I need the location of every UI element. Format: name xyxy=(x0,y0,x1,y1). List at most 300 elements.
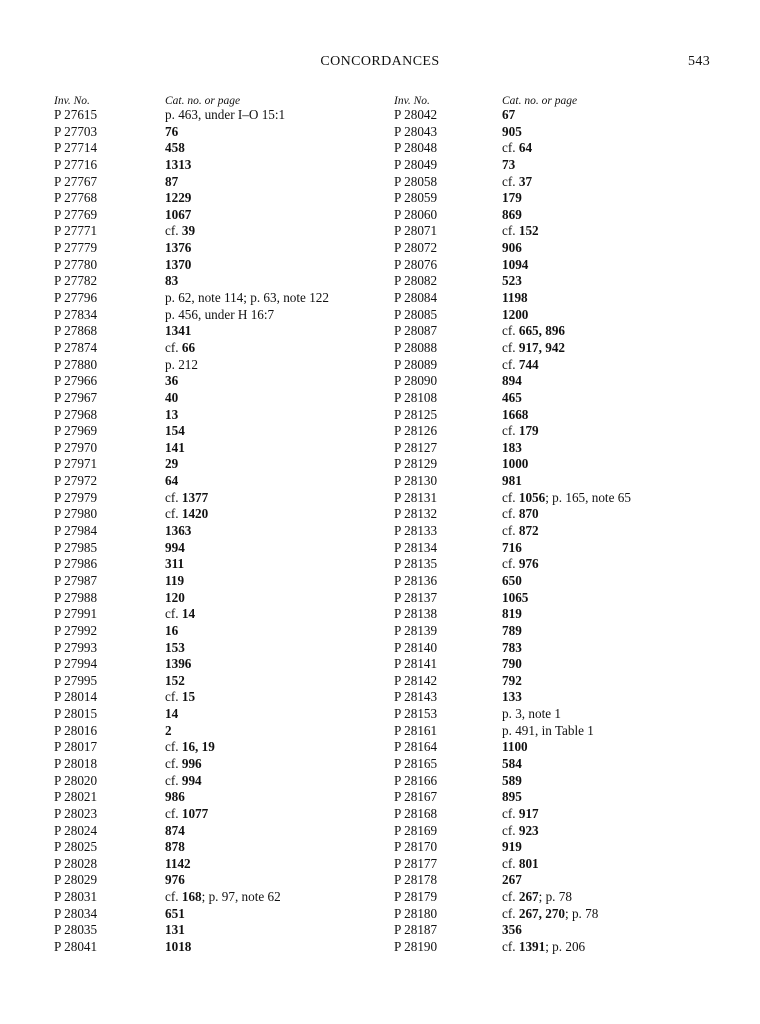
catalogue-number: 1370 xyxy=(165,256,192,272)
catalogue-number: 87 xyxy=(165,173,179,189)
inventory-number: P 28015 xyxy=(54,706,98,722)
catalogue-reference xyxy=(502,723,594,740)
catalogue-number: 1067 xyxy=(165,206,192,222)
catalogue-number: 153 xyxy=(165,639,185,655)
inventory-number: P 28059 xyxy=(394,190,438,206)
table-row xyxy=(54,140,384,157)
catalogue-reference xyxy=(502,789,522,806)
catalogue-reference xyxy=(165,207,191,224)
catalogue-number: 152 xyxy=(165,672,185,688)
inventory-number: P 28132 xyxy=(394,506,438,522)
table-row xyxy=(394,789,714,806)
table-row xyxy=(394,107,714,124)
catalogue-number: 994 xyxy=(181,772,202,788)
table-row xyxy=(394,124,714,141)
reference-text: cf. xyxy=(502,489,519,505)
inventory-number: P 27968 xyxy=(54,406,98,422)
left-column-header xyxy=(54,90,384,107)
catalogue-reference xyxy=(165,140,185,157)
inventory-number: P 27987 xyxy=(54,572,98,588)
catalogue-reference xyxy=(165,456,178,473)
catalogue-number: 819 xyxy=(502,606,522,622)
catalogue-number: 64 xyxy=(165,473,179,489)
reference-text: p. 3, note 1 xyxy=(502,706,561,722)
inventory-number: P 27796 xyxy=(54,290,98,306)
catalogue-reference xyxy=(165,223,195,240)
catalogue-number: 917, 942 xyxy=(518,339,565,355)
reference-text: cf. xyxy=(165,772,182,788)
inventory-number: P 27992 xyxy=(54,622,98,638)
catalogue-reference xyxy=(165,872,185,889)
reference-text: cf. xyxy=(502,905,519,921)
table-row xyxy=(54,107,384,124)
table-row xyxy=(394,323,714,340)
inventory-number: P 27988 xyxy=(54,589,98,605)
page-title: CONCORDANCES xyxy=(320,54,440,69)
table-row xyxy=(54,706,384,723)
cat-no-header: Cat. no. or page xyxy=(502,95,578,107)
catalogue-number: 67 xyxy=(502,107,516,122)
catalogue-reference xyxy=(165,390,178,407)
inventory-number: P 28090 xyxy=(394,373,438,389)
table-row xyxy=(54,506,384,523)
reference-text: cf. xyxy=(502,323,519,339)
catalogue-number: 1077 xyxy=(181,805,209,821)
table-row xyxy=(394,756,714,773)
inventory-number: P 28082 xyxy=(394,273,438,289)
reference-text: p. 62, note 114; p. 63, note 122 xyxy=(165,290,329,306)
catalogue-reference xyxy=(502,889,572,906)
inventory-number: P 28170 xyxy=(394,839,438,855)
catalogue-number: 1420 xyxy=(181,506,209,522)
table-row xyxy=(394,706,714,723)
table-row xyxy=(394,307,714,324)
inventory-number: P 28031 xyxy=(54,889,98,905)
catalogue-reference xyxy=(502,839,522,856)
catalogue-number: 267 xyxy=(518,889,539,905)
right-column xyxy=(394,90,714,956)
reference-text: ; p. 97, note 62 xyxy=(201,889,281,905)
inventory-number: P 28141 xyxy=(394,656,438,672)
inventory-number: P 28142 xyxy=(394,672,438,688)
table-row xyxy=(394,856,714,873)
catalogue-number: 311 xyxy=(165,556,185,572)
table-row xyxy=(394,556,714,573)
table-row xyxy=(394,490,714,507)
catalogue-number: 356 xyxy=(502,922,522,938)
inventory-number: P 27716 xyxy=(54,156,98,172)
reference-text: cf. xyxy=(165,489,182,505)
catalogue-reference xyxy=(165,290,329,307)
inventory-number: P 28126 xyxy=(394,423,438,439)
catalogue-number: 1142 xyxy=(165,855,191,871)
catalogue-number: 584 xyxy=(502,755,522,771)
table-row xyxy=(394,906,714,923)
table-row xyxy=(54,157,384,174)
catalogue-reference xyxy=(502,872,522,889)
catalogue-number: 1313 xyxy=(165,156,192,172)
catalogue-number: 523 xyxy=(502,273,522,289)
catalogue-number: 1376 xyxy=(165,240,192,256)
catalogue-reference xyxy=(502,323,565,340)
catalogue-reference xyxy=(502,357,539,374)
catalogue-reference xyxy=(502,490,631,507)
table-row xyxy=(54,573,384,590)
catalogue-reference xyxy=(165,373,178,390)
reference-text: cf. xyxy=(502,855,519,871)
catalogue-number: 76 xyxy=(165,123,179,139)
catalogue-number: 39 xyxy=(181,223,196,239)
inventory-number: P 28049 xyxy=(394,156,438,172)
catalogue-number: 40 xyxy=(165,389,179,405)
reference-text: cf. xyxy=(502,822,519,838)
catalogue-reference xyxy=(165,506,208,523)
reference-text: cf. xyxy=(502,939,519,955)
inventory-number: P 28058 xyxy=(394,173,438,189)
catalogue-reference xyxy=(165,739,215,756)
catalogue-number: 36 xyxy=(165,373,179,389)
inventory-number: P 27993 xyxy=(54,639,98,655)
table-row xyxy=(394,656,714,673)
catalogue-reference xyxy=(502,656,522,673)
inventory-number: P 28143 xyxy=(394,689,438,705)
catalogue-reference xyxy=(502,590,528,607)
inventory-number: P 27874 xyxy=(54,339,98,355)
catalogue-number: 1200 xyxy=(502,306,529,322)
catalogue-number: 133 xyxy=(502,689,522,705)
inventory-number: P 27980 xyxy=(54,506,98,522)
catalogue-number: 64 xyxy=(518,140,533,156)
catalogue-number: 716 xyxy=(502,539,522,555)
catalogue-reference xyxy=(165,856,191,873)
catalogue-number: 665, 896 xyxy=(518,323,565,339)
inventory-number: P 28071 xyxy=(394,223,438,239)
table-row xyxy=(394,357,714,374)
inventory-number: P 28025 xyxy=(54,839,98,855)
reference-text: ; p. 165, note 65 xyxy=(545,489,631,505)
catalogue-number: 923 xyxy=(518,822,539,838)
inventory-number: P 28133 xyxy=(394,523,438,539)
table-row xyxy=(394,190,714,207)
catalogue-reference xyxy=(502,290,528,307)
inventory-number: P 28043 xyxy=(394,123,438,139)
catalogue-number: 994 xyxy=(165,539,185,555)
catalogue-number: 83 xyxy=(165,273,179,289)
catalogue-reference xyxy=(502,273,522,290)
catalogue-number: 16 xyxy=(165,622,179,638)
table-row xyxy=(54,556,384,573)
catalogue-number: 878 xyxy=(165,839,185,855)
table-row xyxy=(394,140,714,157)
reference-text: p. 463, under I–O 15:1 xyxy=(165,107,286,122)
catalogue-number: 16, 19 xyxy=(181,739,215,755)
inventory-number: P 28166 xyxy=(394,772,438,788)
catalogue-number: 458 xyxy=(165,140,185,156)
catalogue-reference xyxy=(165,723,172,740)
inventory-number: P 28018 xyxy=(54,755,98,771)
inventory-number: P 27780 xyxy=(54,256,98,272)
inventory-number: P 28060 xyxy=(394,206,438,222)
catalogue-number: 37 xyxy=(518,173,533,189)
reference-text: cf. xyxy=(165,606,182,622)
reference-text: cf. xyxy=(165,689,182,705)
catalogue-reference xyxy=(502,640,522,657)
catalogue-number: 744 xyxy=(518,356,539,372)
table-row xyxy=(54,407,384,424)
catalogue-reference xyxy=(165,673,185,690)
table-row xyxy=(54,456,384,473)
table-row xyxy=(54,906,384,923)
table-row xyxy=(54,889,384,906)
catalogue-reference xyxy=(502,307,528,324)
catalogue-reference xyxy=(502,756,522,773)
inventory-number: P 28014 xyxy=(54,689,98,705)
catalogue-number: 14 xyxy=(165,706,179,722)
inventory-number: P 28168 xyxy=(394,805,438,821)
catalogue-reference xyxy=(502,523,539,540)
catalogue-reference xyxy=(502,573,522,590)
table-row xyxy=(54,390,384,407)
catalogue-reference xyxy=(165,124,178,141)
catalogue-reference xyxy=(165,423,185,440)
catalogue-reference xyxy=(165,773,202,790)
table-row xyxy=(54,540,384,557)
table-row xyxy=(54,590,384,607)
table-row xyxy=(394,207,714,224)
reference-text: cf. xyxy=(502,556,519,572)
inv-no-header: Inv. No. xyxy=(394,95,430,107)
catalogue-reference xyxy=(165,490,208,507)
table-row xyxy=(394,590,714,607)
inventory-number: P 28135 xyxy=(394,556,438,572)
reference-text: ; p. 78 xyxy=(565,905,599,921)
table-row xyxy=(54,490,384,507)
reference-text: cf. xyxy=(165,506,182,522)
inventory-number: P 28167 xyxy=(394,789,438,805)
catalogue-number: 870 xyxy=(518,506,539,522)
inventory-number: P 28137 xyxy=(394,589,438,605)
table-row xyxy=(394,839,714,856)
catalogue-number: 131 xyxy=(165,922,185,938)
catalogue-number: 1391 xyxy=(518,939,546,955)
table-row xyxy=(394,623,714,640)
table-row xyxy=(394,440,714,457)
table-row xyxy=(394,340,714,357)
inventory-number: P 28035 xyxy=(54,922,98,938)
inventory-number: P 27782 xyxy=(54,273,98,289)
inventory-number: P 28138 xyxy=(394,606,438,622)
right-column-header xyxy=(394,90,714,107)
catalogue-reference xyxy=(165,689,195,706)
catalogue-reference xyxy=(502,223,539,240)
catalogue-number: 1000 xyxy=(502,456,529,472)
table-row xyxy=(394,939,714,956)
catalogue-number: 13 xyxy=(165,406,179,422)
inventory-number: P 27971 xyxy=(54,456,98,472)
inventory-number: P 28088 xyxy=(394,339,438,355)
inventory-number: P 28028 xyxy=(54,855,98,871)
table-row xyxy=(54,323,384,340)
inventory-number: P 28164 xyxy=(394,739,438,755)
inventory-number: P 28048 xyxy=(394,140,438,156)
table-row xyxy=(394,223,714,240)
table-row xyxy=(394,823,714,840)
table-row xyxy=(54,523,384,540)
inventory-number: P 27767 xyxy=(54,173,98,189)
catalogue-reference xyxy=(165,706,178,723)
table-row xyxy=(394,273,714,290)
inventory-number: P 28072 xyxy=(394,240,438,256)
catalogue-number: 869 xyxy=(502,206,522,222)
table-row xyxy=(394,573,714,590)
catalogue-number: 14 xyxy=(181,606,196,622)
inventory-number: P 28127 xyxy=(394,439,438,455)
catalogue-reference xyxy=(502,456,528,473)
catalogue-reference xyxy=(502,174,532,191)
reference-text: ; p. 206 xyxy=(545,939,586,955)
catalogue-reference xyxy=(502,673,522,690)
inventory-number: P 27970 xyxy=(54,439,98,455)
catalogue-reference xyxy=(502,373,522,390)
catalogue-reference xyxy=(165,107,285,124)
catalogue-reference xyxy=(165,174,178,191)
reference-text: cf. xyxy=(502,506,519,522)
inventory-number: P 27969 xyxy=(54,423,98,439)
catalogue-number: 1363 xyxy=(165,523,192,539)
catalogue-reference xyxy=(502,407,528,424)
table-row xyxy=(54,640,384,657)
right-rows xyxy=(394,107,714,956)
inventory-number: P 27769 xyxy=(54,206,98,222)
catalogue-number: 29 xyxy=(165,456,179,472)
table-row xyxy=(54,856,384,873)
inventory-number: P 27986 xyxy=(54,556,98,572)
catalogue-number: 1341 xyxy=(165,323,192,339)
catalogue-reference xyxy=(502,140,532,157)
catalogue-number: 650 xyxy=(502,572,522,588)
inventory-number: P 28187 xyxy=(394,922,438,938)
inventory-number: P 28016 xyxy=(54,722,98,738)
inventory-number: P 28131 xyxy=(394,489,438,505)
catalogue-number: 73 xyxy=(502,156,516,172)
inventory-number: P 27703 xyxy=(54,123,98,139)
table-row xyxy=(394,739,714,756)
table-row xyxy=(394,806,714,823)
catalogue-reference xyxy=(165,440,185,457)
inventory-number: P 28129 xyxy=(394,456,438,472)
inventory-number: P 28023 xyxy=(54,805,98,821)
catalogue-number: 179 xyxy=(502,190,522,206)
catalogue-reference xyxy=(165,823,185,840)
catalogue-reference xyxy=(165,473,178,490)
inventory-number: P 27972 xyxy=(54,473,98,489)
inventory-number: P 28139 xyxy=(394,622,438,638)
table-row xyxy=(54,240,384,257)
inventory-number: P 27994 xyxy=(54,656,98,672)
table-row xyxy=(54,207,384,224)
inventory-number: P 27995 xyxy=(54,672,98,688)
catalogue-reference xyxy=(165,190,191,207)
inventory-number: P 28089 xyxy=(394,356,438,372)
catalogue-reference xyxy=(502,623,522,640)
catalogue-number: 267 xyxy=(502,872,522,888)
inventory-number: P 28024 xyxy=(54,822,98,838)
table-row xyxy=(394,373,714,390)
inventory-number: P 28029 xyxy=(54,872,98,888)
table-row xyxy=(394,390,714,407)
inventory-number: P 28134 xyxy=(394,539,438,555)
catalogue-number: 1056 xyxy=(518,489,546,505)
table-row xyxy=(54,124,384,141)
inventory-number: P 27985 xyxy=(54,539,98,555)
table-row xyxy=(54,922,384,939)
catalogue-reference xyxy=(502,540,522,557)
catalogue-reference xyxy=(502,440,522,457)
catalogue-number: 790 xyxy=(502,656,522,672)
catalogue-number: 66 xyxy=(181,339,196,355)
reference-text: cf. xyxy=(165,739,182,755)
table-row xyxy=(394,889,714,906)
catalogue-reference xyxy=(502,506,539,523)
table-row xyxy=(54,872,384,889)
reference-text: ; p. 78 xyxy=(538,889,572,905)
inventory-number: P 28084 xyxy=(394,290,438,306)
catalogue-number: 589 xyxy=(502,772,522,788)
catalogue-number: 792 xyxy=(502,672,522,688)
table-row xyxy=(54,606,384,623)
table-row xyxy=(54,623,384,640)
inventory-number: P 27967 xyxy=(54,389,98,405)
catalogue-reference xyxy=(165,922,185,939)
inventory-number: P 27991 xyxy=(54,606,98,622)
catalogue-number: 1396 xyxy=(165,656,192,672)
catalogue-number: 1094 xyxy=(502,256,529,272)
reference-text: cf. xyxy=(165,889,182,905)
table-row xyxy=(54,689,384,706)
table-row xyxy=(394,506,714,523)
catalogue-reference xyxy=(165,806,208,823)
catalogue-number: 120 xyxy=(165,589,185,605)
catalogue-reference xyxy=(502,190,522,207)
catalogue-reference xyxy=(165,590,185,607)
table-row xyxy=(54,823,384,840)
catalogue-number: 917 xyxy=(518,805,539,821)
inventory-number: P 27834 xyxy=(54,306,98,322)
reference-text: cf. xyxy=(165,339,182,355)
catalogue-reference xyxy=(165,340,195,357)
inventory-number: P 27714 xyxy=(54,140,98,156)
catalogue-reference xyxy=(165,540,185,557)
page-number: 543 xyxy=(688,54,711,69)
catalogue-number: 872 xyxy=(518,523,539,539)
catalogue-number: 981 xyxy=(502,473,522,489)
catalogue-number: 1668 xyxy=(502,406,529,422)
catalogue-reference xyxy=(502,107,515,124)
inventory-number: P 28177 xyxy=(394,855,438,871)
table-row xyxy=(54,739,384,756)
inventory-number: P 28165 xyxy=(394,755,438,771)
catalogue-number: 15 xyxy=(181,689,196,705)
inventory-number: P 27615 xyxy=(54,107,98,122)
reference-text: cf. xyxy=(502,339,519,355)
table-row xyxy=(394,456,714,473)
catalogue-reference xyxy=(165,623,178,640)
catalogue-number: 1377 xyxy=(181,489,209,505)
table-row xyxy=(394,689,714,706)
catalogue-number: 2 xyxy=(165,722,172,738)
catalogue-reference xyxy=(502,157,515,174)
table-row xyxy=(54,473,384,490)
